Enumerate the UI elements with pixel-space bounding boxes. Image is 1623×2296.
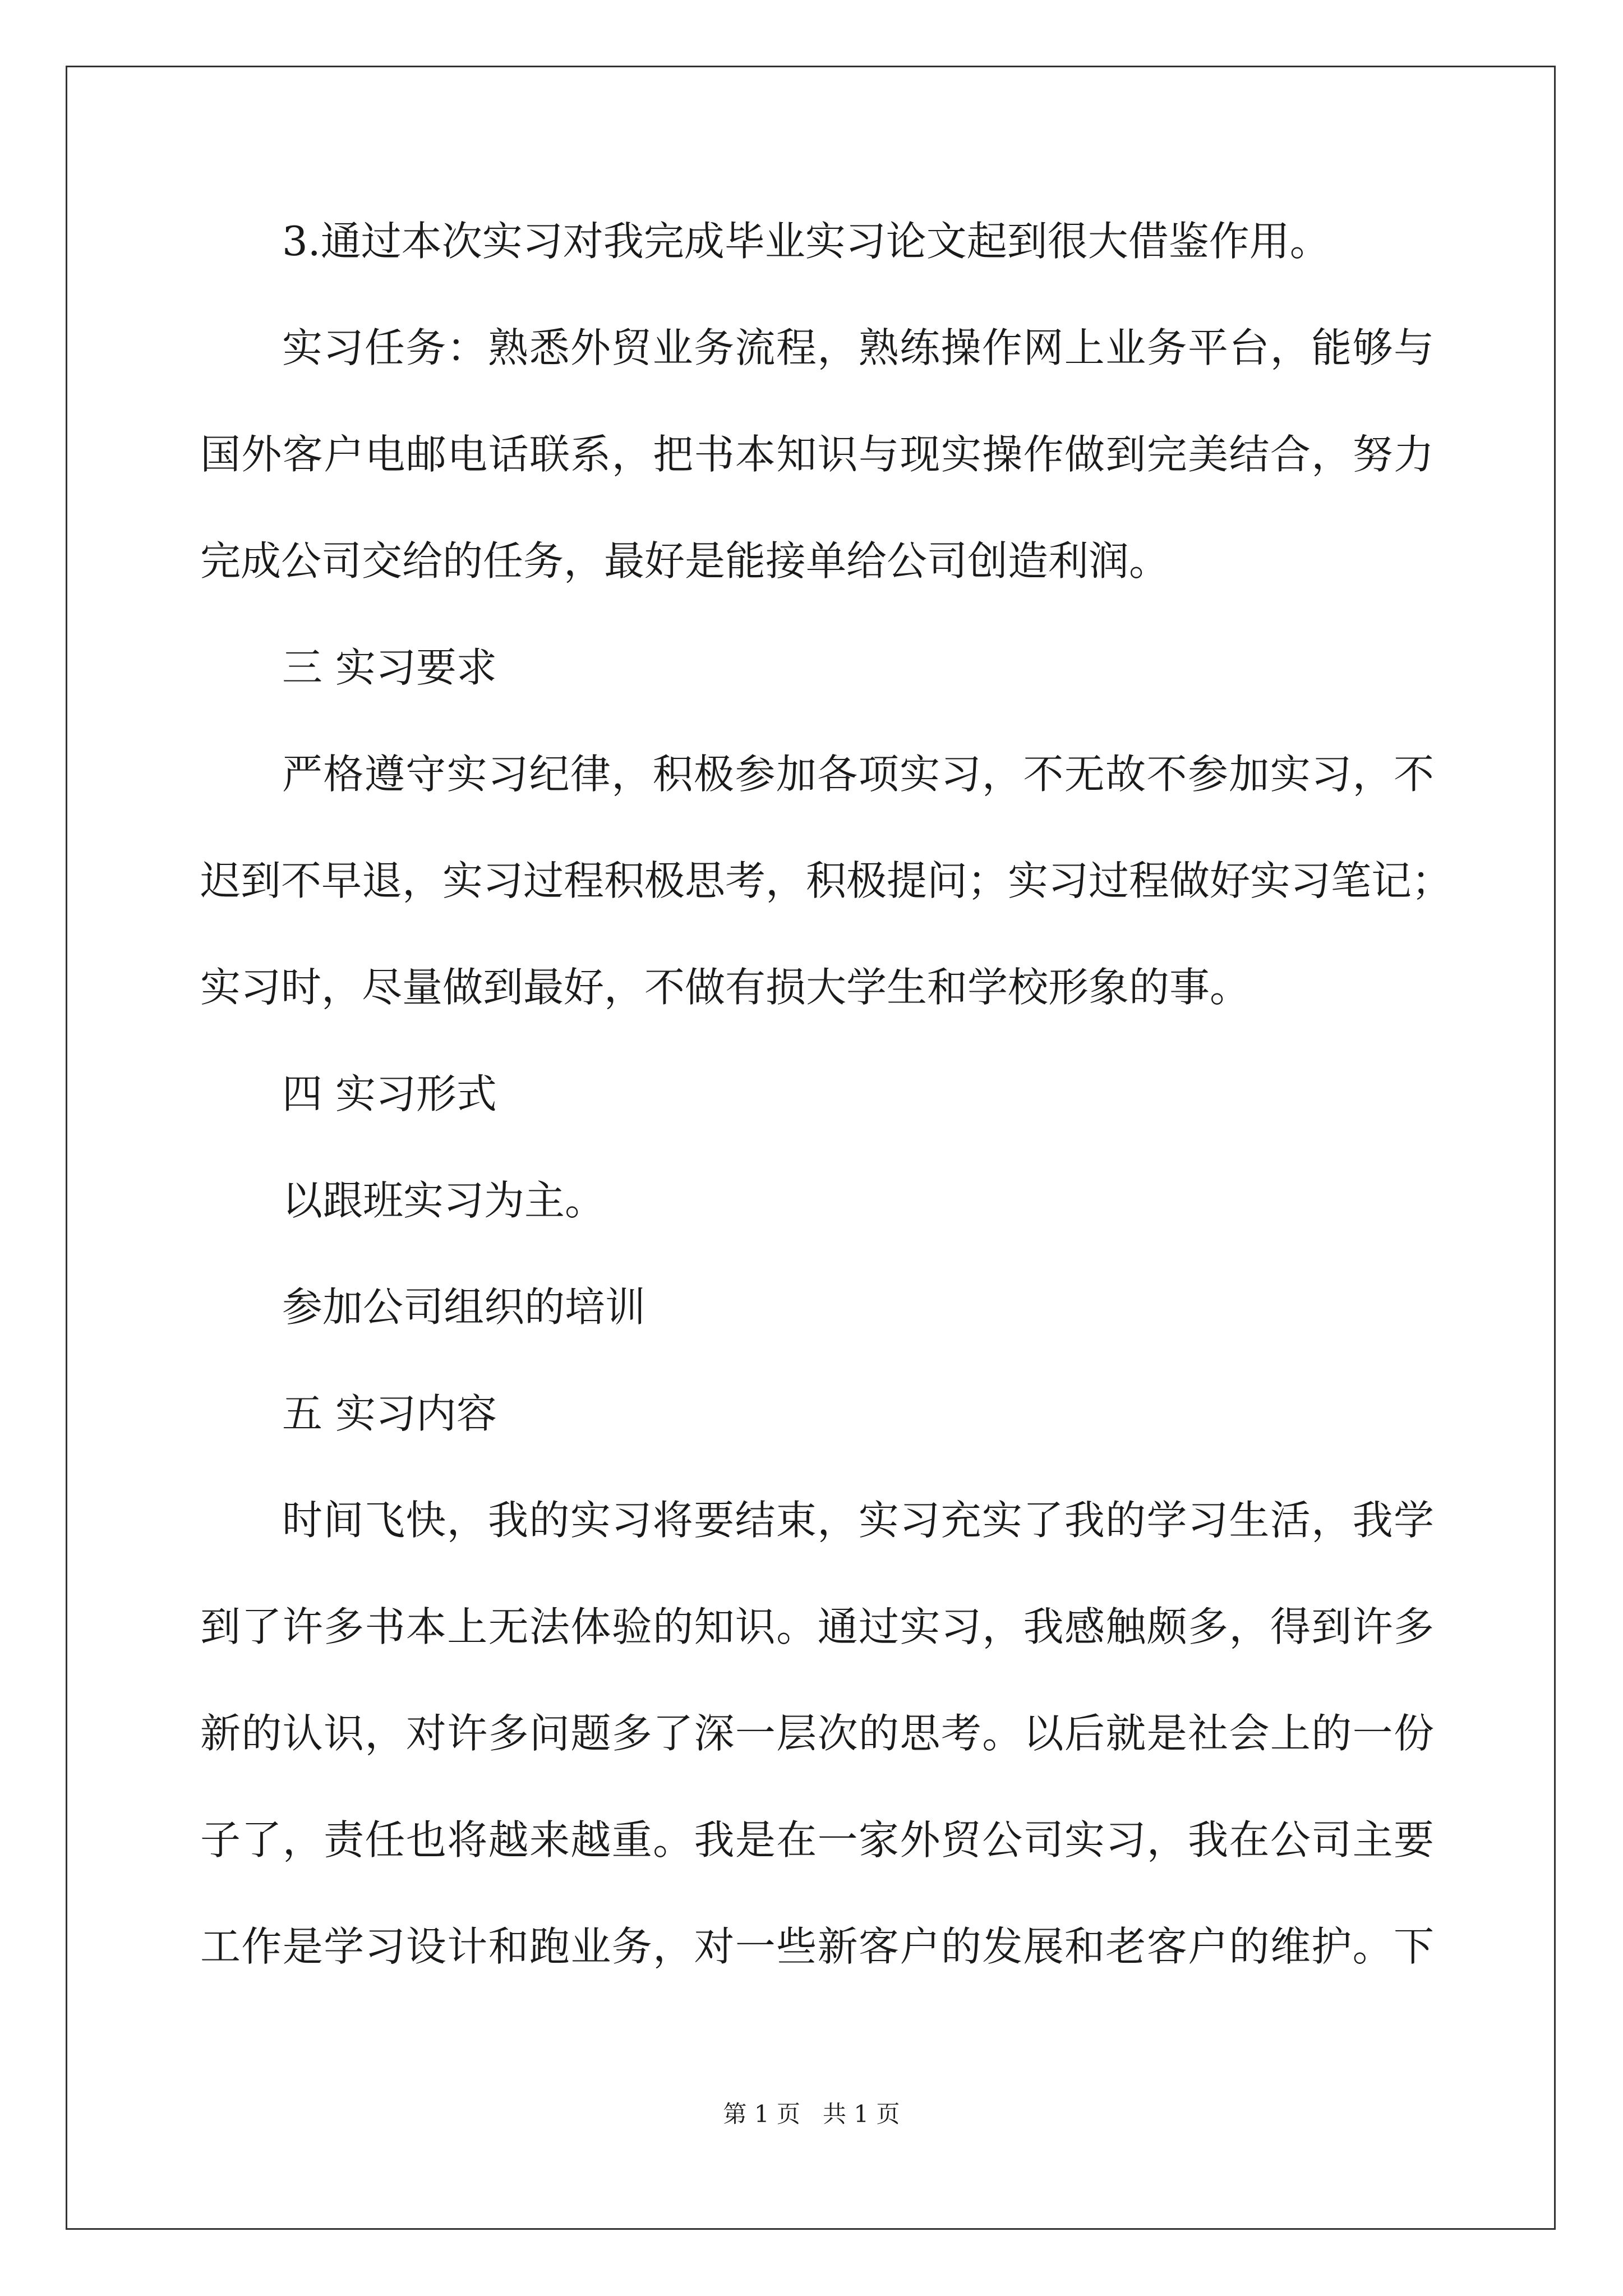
- page-border: [66, 66, 1556, 2230]
- paragraph-line: 3.通过本次实习对我完成毕业实习论文起到很大借鉴作用。: [282, 218, 1330, 265]
- paragraph-line: 实习任务：熟悉外贸业务流程，熟练操作网上业务平台，能够与: [282, 324, 1434, 371]
- page-footer: [0, 2097, 1623, 2131]
- section-heading: 三 实习要求: [282, 644, 497, 691]
- paragraph-line: 严格遵守实习纪律，积极参加各项实习，不无故不参加实习，不: [282, 751, 1434, 798]
- paragraph-line: 迟到不早退，实习过程积极思考，积极提问；实习过程做好实习笔记；: [200, 857, 1453, 904]
- paragraph-line: 时间飞快，我的实习将要结束，实习充实了我的学习生活，我学: [282, 1497, 1434, 1544]
- section-heading: 五 实习内容: [282, 1390, 497, 1437]
- paragraph-line: 国外客户电邮电话联系，把书本知识与现实操作做到完美结合，努力: [200, 431, 1434, 478]
- paragraph-line: 到了许多书本上无法体验的知识。通过实习，我感触颇多，得到许多: [200, 1603, 1434, 1650]
- paragraph-line: 子了，责任也将越来越重。我是在一家外贸公司实习，我在公司主要: [200, 1816, 1434, 1864]
- section-heading: 四 实习形式: [282, 1070, 497, 1117]
- paragraph-line: 工作是学习设计和跑业务，对一些新客户的发展和老客户的维护。下: [200, 1923, 1434, 1970]
- paragraph-line: 实习时，尽量做到最好，不做有损大学生和学校形象的事。: [200, 964, 1251, 1011]
- paragraph-line: 以跟班实习为主。: [282, 1177, 606, 1224]
- page-number: 第 1 页: [723, 2100, 800, 2128]
- paragraph-line: 参加公司组织的培训: [282, 1283, 646, 1331]
- paragraph-line: 完成公司交给的任务，最好是能接单给公司创造利润。: [200, 537, 1170, 585]
- paragraph-line: 新的认识，对许多问题多了深一层次的思考。以后就是社会上的一份: [200, 1710, 1434, 1757]
- page-count: 共 1 页: [823, 2100, 900, 2128]
